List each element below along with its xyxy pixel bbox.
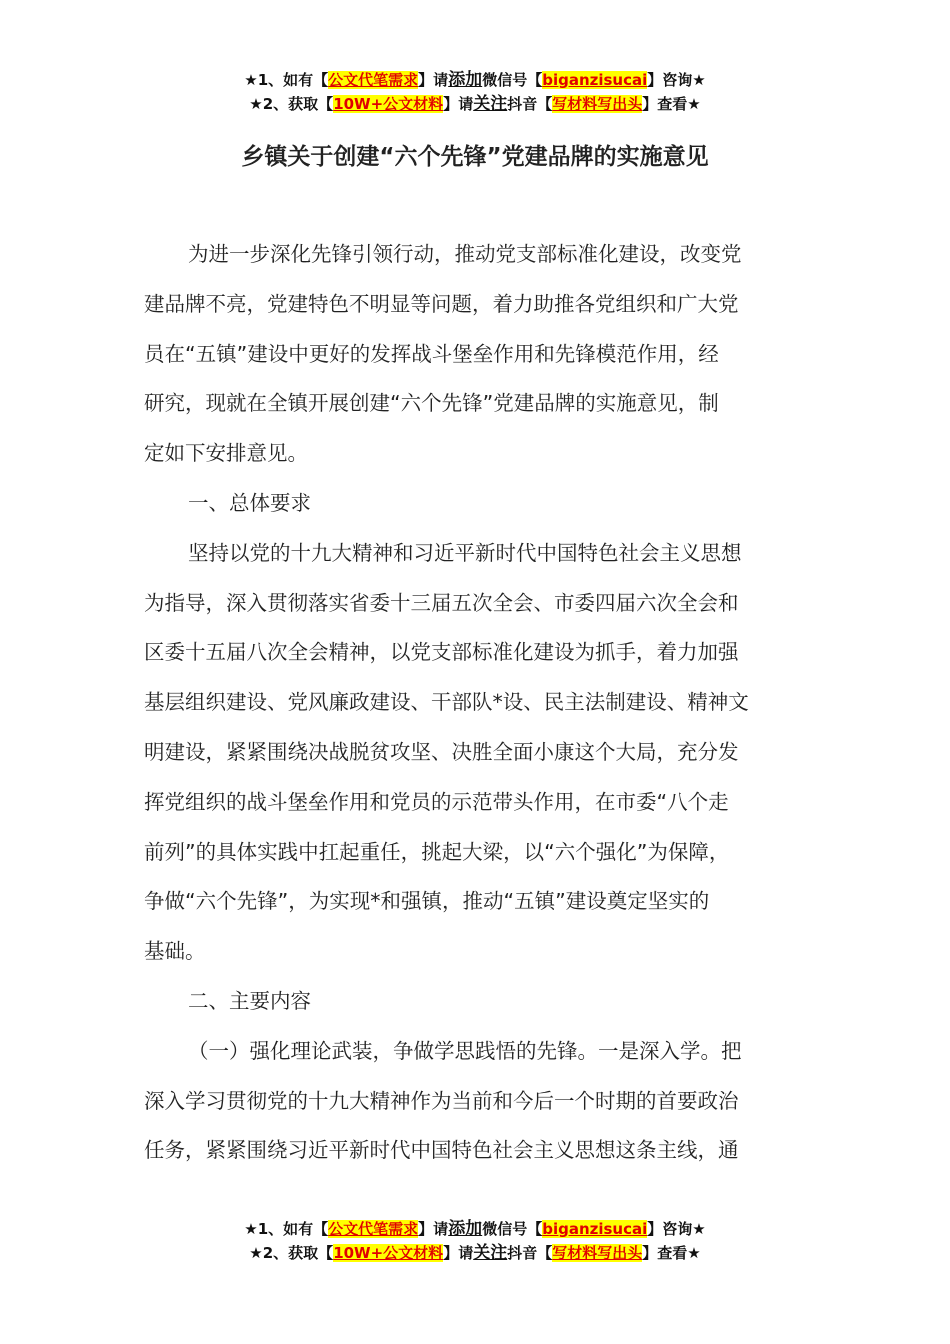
text-line: 定如下安排意见。 [144, 441, 308, 466]
promo-highlight: 公文代笔需求 [328, 71, 419, 89]
text-line: 前列”的具体实践中扛起重任，挑起大梁，以“六个强化”为保障， [144, 839, 730, 864]
promo-line-2 [0, 1241, 950, 1265]
promo-line-1 [0, 68, 950, 92]
promo-line-2 [0, 92, 950, 116]
text-line: 基层组织建设、党风廉政建设、干部队*设、民主法制建设、精神文 [144, 690, 749, 715]
promo-highlight: 10W+公文材料 [333, 95, 444, 113]
promo-text: 】咨询★ [647, 71, 706, 89]
promo-text: 微信号【 [482, 1220, 543, 1238]
promo-text: 】请 [418, 71, 449, 89]
text-line: 明建设，紧紧围绕决战脱贫攻坚、决胜全面小康这个大局，充分发 [144, 739, 739, 764]
text-line: 深入学习贯彻党的十九大精神作为当前和今后一个时期的首要政治 [144, 1088, 739, 1113]
promo-text: 】查看★ [642, 95, 701, 113]
promo-highlight: 写材料写出头 [552, 1244, 643, 1262]
text-line: 坚持以党的十九大精神和习近平新时代中国特色社会主义思想 [188, 540, 742, 565]
promo-highlight: 10W+公文材料 [333, 1244, 444, 1262]
promo-highlight: biganzisucai [542, 71, 648, 89]
promo-text: 抖音【 [507, 95, 553, 113]
promo-underlined: 添加 [448, 1219, 483, 1239]
promo-highlight: 写材料写出头 [552, 95, 643, 113]
promo-text: 】请 [443, 1244, 474, 1262]
promo-line-1 [0, 1217, 950, 1241]
promo-text: ★2、获取【 [249, 1244, 334, 1262]
promo-text: 】咨询★ [647, 1220, 706, 1238]
promo-highlight: biganzisucai [542, 1220, 648, 1238]
text-line: 二、主要内容 [188, 988, 311, 1013]
text-line: 区委十五届八次全会精神，以党支部标准化建设为抓手，着力加强 [144, 640, 739, 665]
promo-text: ★2、获取【 [249, 95, 334, 113]
text-line: 争做“六个先锋”，为实现*和强镇，推动“五镇”建设奠定坚实的 [144, 889, 710, 914]
text-line: 任务，紧紧围绕习近平新时代中国特色社会主义思想这条主线，通 [144, 1138, 739, 1163]
promo-text: 】查看★ [642, 1244, 701, 1262]
text-line: 挥党组织的战斗堡垒作用和党员的示范带头作用，在市委“八个走 [144, 789, 729, 814]
promo-text: 抖音【 [507, 1244, 553, 1262]
text-line: 建品牌不亮，党建特色不明显等问题，着力助推各党组织和广大党 [144, 291, 739, 316]
text-line: 为指导，深入贯彻落实省委十三届五次全会、市委四届六次全会和 [144, 590, 739, 615]
promo-text: 微信号【 [482, 71, 543, 89]
promo-text: ★1、如有【 [244, 1220, 329, 1238]
text-line: 一、总体要求 [188, 490, 311, 515]
promo-text: 】请 [443, 95, 474, 113]
document-body [144, 230, 844, 1176]
text-line: （一）强化理论武装，争做学思践悟的先锋。一是深入学。把 [188, 1038, 742, 1063]
promo-underlined: 关注 [473, 1243, 508, 1263]
promo-text: ★1、如有【 [244, 71, 329, 89]
promo-highlight: 公文代笔需求 [328, 1220, 419, 1238]
text-line: 研究，现就在全镇开展创建“六个先锋”党建品牌的实施意见，制 [144, 391, 719, 416]
text-line: 为进一步深化先锋引领行动，推动党支部标准化建设，改变党 [188, 242, 742, 266]
promo-banner-bottom [0, 1217, 950, 1265]
promo-underlined: 关注 [473, 94, 508, 114]
promo-text: 】请 [418, 1220, 449, 1238]
promo-banner-top [0, 68, 950, 116]
promo-underlined: 添加 [448, 70, 483, 90]
text-line: 基础。 [144, 939, 206, 964]
text-line: 员在“五镇”建设中更好的发挥战斗堡垒作用和先锋模范作用，经 [144, 341, 719, 366]
document-title: 乡镇关于创建“六个先锋”党建品牌的实施意见 [241, 144, 709, 170]
